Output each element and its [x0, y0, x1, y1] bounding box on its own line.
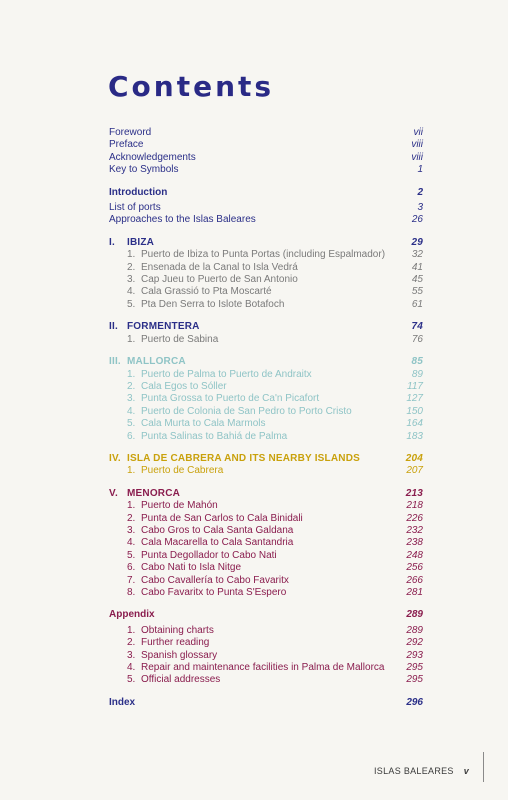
section-heading-label: MENORCA: [127, 487, 181, 499]
section-heading-page: 289: [406, 609, 423, 621]
section-heading-label: ISLA DE CABRERA AND ITS NEARBY ISLANDS: [127, 452, 360, 464]
toc-entry-label: Obtaining charts: [141, 624, 214, 636]
toc-entry: [109, 152, 423, 164]
toc-entry-number: 3.: [127, 649, 136, 661]
toc-entry-label: Cabo Nati to Isla Nitge: [141, 562, 242, 574]
formentera-section: [109, 321, 423, 346]
toc-entry-number: 2.: [127, 380, 136, 392]
toc-entry: [109, 381, 423, 393]
toc-entry-label: Cabo Cavallería to Cabo Favaritx: [141, 574, 289, 586]
toc-entry-page: 293: [406, 649, 423, 661]
toc-entry-label: Preface: [109, 139, 144, 151]
toc-entry-number: 8.: [127, 587, 136, 598]
ibiza-section: [109, 237, 423, 311]
toc-entry-number: 4.: [127, 286, 136, 298]
toc-entry: [109, 674, 423, 686]
toc-entry: [109, 418, 423, 430]
toc-entry: [109, 202, 423, 214]
toc-entry-number: 5.: [127, 549, 136, 561]
toc-entry-number: 3.: [127, 524, 136, 536]
section-number: III.: [109, 356, 121, 368]
toc-entry-page: 1: [417, 164, 423, 176]
toc-entry-page: 26: [411, 214, 423, 226]
page-footer: [374, 766, 469, 776]
toc-entry-label: Further reading: [141, 637, 210, 649]
toc-entry-number: 2.: [127, 637, 136, 649]
toc-entry-label: Puerto de Ibiza to Punta Portas (including Espalmador): [141, 249, 386, 261]
toc-entry-page: 266: [406, 574, 423, 586]
toc-entry: [109, 299, 423, 311]
toc-entry-page: 150: [406, 405, 423, 417]
section-heading-page: 2: [417, 186, 423, 198]
toc-entry-page: 207: [406, 465, 423, 477]
toc-entry: [109, 525, 423, 537]
toc-entry-label: Key to Symbols: [109, 164, 179, 176]
section-number: V.: [109, 487, 118, 499]
toc-entry-number: 1.: [127, 249, 136, 261]
toc-entry-number: 5.: [127, 418, 136, 430]
appendix-section: [109, 609, 423, 686]
running-title: ISLAS BALEARES: [374, 766, 454, 776]
toc-entry-label: Puerto de Colonia de San Pedro to Porto Cristo: [141, 405, 352, 417]
section-number: II.: [109, 321, 118, 333]
toc-entry-label: Puerto de Sabina: [141, 333, 219, 345]
section-heading-page: 29: [411, 236, 423, 248]
toc-entry-label: Punta Salinas to Bahiá de Palma: [141, 430, 288, 442]
section-heading: [109, 697, 423, 709]
mallorca-section: [109, 356, 423, 443]
toc-entry-label: Punta Degollador to Cabo Nati: [141, 549, 277, 561]
toc-entry-number: 6.: [127, 562, 136, 574]
toc-entry-number: 4.: [127, 662, 136, 674]
cabrera-section: [109, 453, 423, 478]
toc-entry-number: 1.: [127, 333, 136, 345]
toc-entry-page: 61: [411, 298, 423, 310]
toc-entry-number: 1.: [127, 368, 136, 380]
toc-entry-number: 1.: [127, 624, 136, 636]
toc-entry: [109, 587, 423, 599]
toc-entry-page: 32: [411, 249, 423, 261]
section-heading-label: Index: [109, 696, 136, 708]
toc-entry-page: 238: [406, 537, 423, 549]
footer-divider: [483, 752, 484, 782]
toc-entry-label: List of ports: [109, 202, 161, 214]
toc-entry: [109, 537, 423, 549]
toc-entry-label: Puerto de Mahón: [141, 500, 218, 512]
toc-entry-label: Repair and maintenance facilities in Palma de Mallorca: [141, 662, 385, 674]
toc-entry-page: 89: [411, 368, 423, 380]
toc-entry-label: Cala Macarella to Cala Santandria: [141, 537, 294, 549]
toc-entry: [109, 214, 423, 226]
toc-entry-label: Cabo Favaritx to Punta S'Espero: [141, 587, 287, 598]
toc-entry-page: 127: [406, 393, 423, 405]
table-of-contents: [109, 127, 423, 709]
toc-entry-page: 295: [406, 674, 423, 686]
toc-entry-page: 232: [406, 524, 423, 536]
toc-entry-number: 1.: [127, 500, 136, 512]
toc-entry-page: 281: [406, 587, 423, 598]
section-heading: [109, 187, 423, 199]
page-title: Contents: [108, 70, 275, 103]
section-heading: [109, 453, 423, 465]
toc-entry: [109, 465, 423, 477]
toc-entry-label: Puerto de Cabrera: [141, 465, 224, 477]
toc-entry: [109, 550, 423, 562]
section-heading-label: Introduction: [109, 186, 168, 198]
section-heading: [109, 488, 423, 500]
toc-entry-number: 5.: [127, 674, 136, 686]
toc-entry-page: 289: [406, 624, 423, 636]
toc-entry-number: 2.: [127, 512, 136, 524]
toc-entry-page: vii: [413, 127, 423, 138]
toc-entry: [109, 249, 423, 261]
toc-entry-label: Acknowledgements: [109, 151, 196, 163]
toc-entry-page: 248: [406, 549, 423, 561]
toc-entry: [109, 164, 423, 176]
menorca-section: [109, 488, 423, 600]
toc-entry: [109, 369, 423, 381]
toc-entry-page: 295: [406, 662, 423, 674]
toc-entry-number: 3.: [127, 274, 136, 286]
toc-entry-label: Puerto de Palma to Puerto de Andraitx: [141, 368, 312, 380]
section-heading-page: 85: [411, 356, 423, 368]
section-number: I.: [109, 236, 115, 248]
section-heading-page: 213: [405, 487, 423, 499]
toc-entry-label: Punta de San Carlos to Cala Binidali: [141, 512, 303, 524]
toc-entry-page: 3: [417, 202, 423, 214]
toc-entry-label: Punta Grossa to Puerto de Ca'n Picafort: [141, 393, 320, 405]
toc-entry-label: Approaches to the Islas Baleares: [109, 214, 256, 226]
toc-entry: [109, 393, 423, 405]
toc-entry-number: 5.: [127, 298, 136, 310]
toc-entry-number: 2.: [127, 261, 136, 273]
section-heading: [109, 609, 423, 621]
toc-entry-label: Ensenada de la Canal to Isla Vedrá: [141, 261, 298, 273]
section-number: IV.: [109, 452, 121, 464]
toc-entry-label: Official addresses: [141, 674, 221, 686]
toc-entry: [109, 513, 423, 525]
toc-entry-label: Cabo Gros to Cala Santa Galdana: [141, 524, 294, 536]
page-number: v: [463, 766, 470, 776]
toc-entry: [109, 662, 423, 674]
toc-entry-page: 41: [411, 261, 423, 273]
toc-entry: [109, 127, 423, 139]
toc-entry: [109, 575, 423, 587]
toc-entry-number: 1.: [127, 465, 136, 477]
toc-entry: [109, 650, 423, 662]
toc-entry-page: 183: [406, 430, 423, 442]
section-heading-page: 296: [406, 696, 423, 708]
toc-entry-page: 226: [406, 512, 423, 524]
toc-entry: [109, 334, 423, 346]
toc-entry-page: 256: [406, 562, 423, 574]
toc-entry-page: 55: [411, 286, 423, 298]
toc-entry-page: 164: [406, 418, 423, 430]
toc-entry-label: Cala Egos to Sóller: [141, 380, 227, 392]
toc-entry-page: viii: [411, 151, 423, 163]
toc-entry-page: viii: [411, 139, 423, 151]
toc-entry-number: 4.: [127, 405, 136, 417]
toc-entry-label: Cala Grassió to Pta Moscarté: [141, 286, 272, 298]
section-heading-page: 204: [405, 452, 423, 464]
toc-entry: [109, 431, 423, 443]
toc-entry-page: 218: [406, 500, 423, 512]
toc-entry: [109, 139, 423, 151]
toc-entry: [109, 625, 423, 637]
toc-entry-page: 117: [407, 380, 423, 392]
toc-entry-label: Foreword: [109, 127, 152, 138]
index-section: [109, 697, 423, 709]
section-heading: [109, 237, 423, 249]
section-heading-label: Appendix: [109, 609, 155, 621]
section-heading-label: FORMENTERA: [127, 321, 200, 333]
section-heading-label: MALLORCA: [127, 356, 186, 368]
toc-entry-number: 4.: [127, 537, 136, 549]
toc-entry: [109, 500, 423, 512]
toc-entry-page: 45: [411, 274, 423, 286]
section-heading-label: IBIZA: [127, 236, 155, 248]
toc-entry: [109, 274, 423, 286]
toc-entry: [109, 406, 423, 418]
front-matter-section: [109, 127, 423, 177]
toc-entry-label: Pta Den Serra to Islote Botafoch: [141, 298, 285, 310]
toc-entry-number: 7.: [127, 574, 136, 586]
toc-entry: [109, 286, 423, 298]
introduction-section: [109, 187, 423, 227]
section-heading-page: 74: [411, 321, 423, 333]
toc-entry-number: 3.: [127, 393, 136, 405]
toc-entry-label: Cap Jueu to Puerto de San Antonio: [141, 274, 298, 286]
toc-entry: [109, 562, 423, 574]
toc-entry: [109, 262, 423, 274]
toc-entry-page: 292: [406, 637, 423, 649]
toc-entry-label: Cala Murta to Cala Marmols: [141, 418, 266, 430]
toc-entry: [109, 637, 423, 649]
section-heading: [109, 356, 423, 368]
toc-entry-number: 6.: [127, 430, 136, 442]
section-heading: [109, 321, 423, 333]
toc-entry-label: Spanish glossary: [141, 649, 218, 661]
toc-entry-page: 76: [411, 333, 423, 345]
